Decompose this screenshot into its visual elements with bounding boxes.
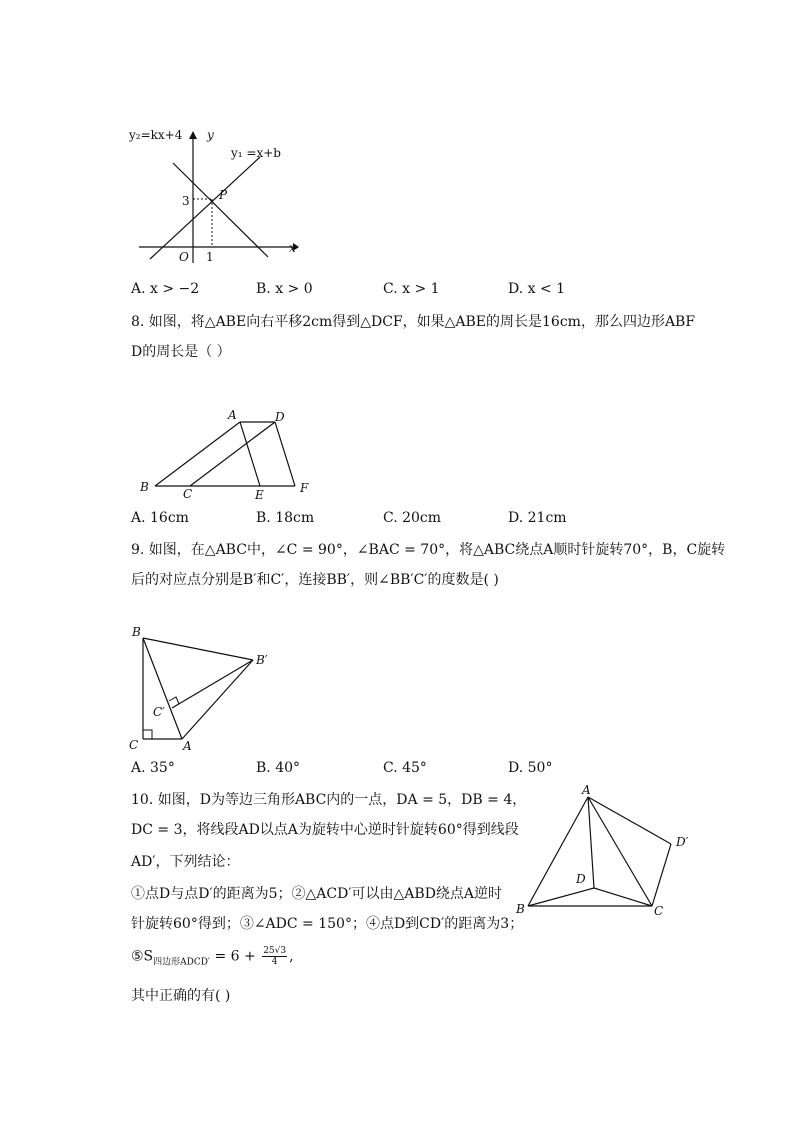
q9-stem-line2: 后的对应点分别是B′和C′，连接BB′，则∠BB′C′的度数是( ) — [131, 572, 499, 588]
q7-label-y: y — [207, 128, 214, 142]
q10-fraction-den: 4 — [271, 957, 278, 967]
q10-conclusion-line1: ①点D与点D′的距离为5；②△ACD′可以由△ABD绕点A逆时 — [131, 886, 503, 902]
q9-label-C2: C′ — [153, 705, 165, 719]
q9-option-c: C. 45° — [383, 760, 427, 776]
q9-line-BB2 — [143, 638, 253, 660]
q8-label-A: A — [228, 408, 237, 422]
q9-label-C: C — [129, 738, 139, 752]
q10-stem-line2: DC = 3，将线段AD以点A为旋转中心逆时针旋转60°得到线段 — [131, 822, 519, 838]
q7-label-O: O — [179, 250, 189, 264]
q10-label-D: D — [576, 872, 586, 886]
q9-line-BA — [143, 638, 182, 739]
q9-right-angle-C — [143, 730, 152, 739]
q7-label-3: 3 — [182, 194, 190, 208]
q8-figure — [135, 405, 320, 505]
q8-option-d: D. 21cm — [508, 510, 567, 526]
q8-stem-line1: 8. 如图，将△ABE向右平移2cm得到△DCF，如果△ABE的周长是16cm，那么四边形ABF — [131, 314, 696, 330]
q10-label-A: A — [582, 783, 591, 797]
q9-option-d: D. 50° — [508, 760, 553, 776]
q9-label-B: B — [132, 625, 141, 639]
q8-option-a: A. 16cm — [131, 510, 189, 526]
q10-fraction-num: 25√3 — [263, 946, 287, 956]
q10-label-D2: D′ — [676, 835, 689, 849]
q10-s-end: , — [289, 948, 294, 965]
q8-line-AB — [155, 422, 240, 486]
q7-line-y1 — [150, 157, 260, 259]
q10-line-AB — [528, 797, 588, 906]
q9-option-b: B. 40° — [256, 760, 301, 776]
q10-line-AD2 — [588, 797, 671, 844]
q10-fraction — [262, 946, 287, 967]
q7-y-arrow — [189, 131, 197, 139]
q9-label-B2: B′ — [256, 653, 268, 667]
q10-line-CD2 — [652, 844, 671, 906]
q10-label-C: C — [654, 904, 664, 918]
q10-line-AD — [588, 797, 594, 888]
q9-option-a: A. 35° — [131, 760, 175, 776]
q8-label-F: F — [300, 481, 309, 495]
q7-option-c: C. x > 1 — [383, 281, 440, 297]
q9-line-C2B2 — [172, 660, 253, 708]
q10-stem-end: 其中正确的有( ) — [131, 988, 231, 1004]
q7-label-P: P — [219, 188, 228, 202]
q10-s-prefix: ⑤S — [131, 948, 154, 965]
q7-figure — [125, 125, 305, 265]
q7-option-a: A. x > −2 — [131, 281, 200, 297]
q8-option-c: C. 20cm — [383, 510, 442, 526]
q7-label-y1: y₁ =x+b — [231, 146, 281, 160]
q9-right-angle-C2 — [169, 697, 179, 704]
q7-option-d: D. x < 1 — [508, 281, 566, 297]
q8-line-DF — [275, 422, 295, 486]
q10-figure — [510, 785, 700, 920]
q7-label-y2: y₂=kx+4 — [129, 128, 183, 142]
q9-label-A: A — [183, 739, 192, 753]
q8-stem-line2: D的周长是（ ） — [131, 344, 231, 360]
q10-conclusion-line2: 针旋转60°得到；③∠ADC = 150°；④点D到CD′的距离为3； — [131, 916, 524, 932]
q10-stem-line1: 10. 如图，D为等边三角形ABC内的一点，DA = 5，DB = 4， — [131, 792, 527, 808]
q7-label-x: x — [289, 241, 296, 255]
q7-label-1: 1 — [206, 250, 214, 264]
q8-line-DC — [190, 422, 275, 486]
q8-line-AE — [240, 422, 260, 486]
q8-label-D: D — [275, 410, 285, 424]
q10-s-equals: = 6 + — [210, 948, 256, 965]
q10-conclusion-line3 — [131, 946, 294, 974]
q8-label-B: B — [140, 480, 149, 494]
q7-line-y2 — [173, 163, 268, 257]
q8-option-b: B. 18cm — [256, 510, 315, 526]
q9-stem-line1: 9. 如图，在△ABC中，∠C = 90°，∠BAC = 70°，将△ABC绕点A顺时针旋转70°，B，C旋转 — [131, 542, 726, 558]
q8-label-C: C — [183, 487, 193, 501]
q8-label-E: E — [255, 488, 264, 502]
q10-line-BD — [528, 888, 594, 906]
q9-line-AB2 — [182, 660, 253, 739]
q9-figure — [125, 622, 275, 752]
q7-option-b: B. x > 0 — [256, 281, 313, 297]
q10-s-subscript: 四边形ADCD′ — [153, 957, 211, 968]
q10-stem-line3: AD′，下列结论： — [131, 854, 240, 870]
q10-label-B: B — [516, 902, 525, 916]
